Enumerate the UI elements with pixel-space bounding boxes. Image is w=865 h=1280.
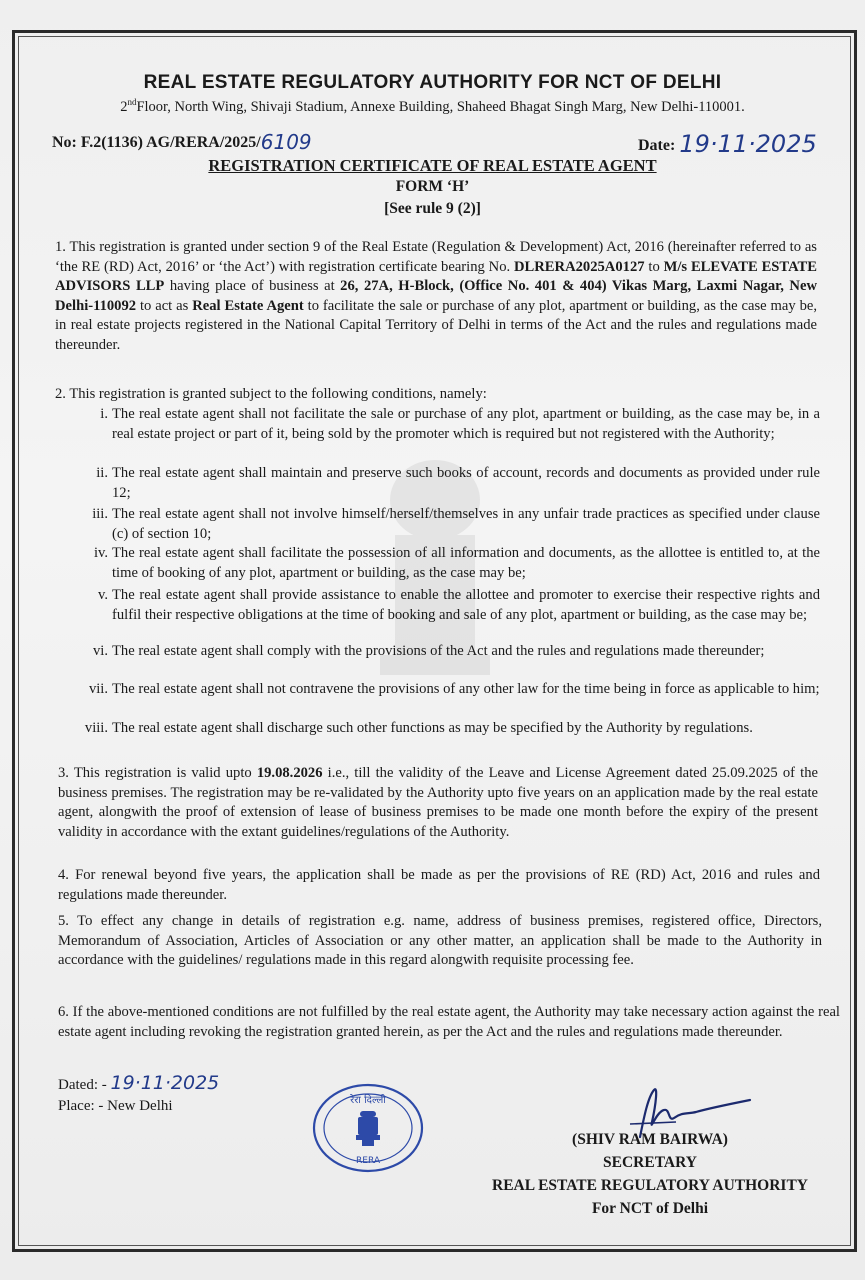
paragraph-5: 5. To effect any change in details of registration e.g. name, address of business premises, registered office, Directors, Memorandum of Association, Articles of Association or any other matter, an application shall be made to the Authority in accordance with the guidelines/ regulations made in this regard alongwith requisite processing fee.	[58, 913, 822, 968]
paragraph-1: 1. This registration is granted under section 9 of the Real Estate (Regulation & Development) Act, 2016 (hereinafter referred to as ‘the RE (RD) Act, 2016’ or ‘the Act’) with registration certificate bearing No. DLRERA2025A0127 to M/s ELEVATE ESTATE ADVISORS LLP having place of business at 26, 27A, H-Block, (Office No. 401 & 404) Vikas Marg, Laxmi Nagar, New Delhi-110092 to act as Real Estate Agent to facilitate the sale or purchase of any plot, apartment or building, as the case may be, in real estate projects registered in the National Capital Territory of Delhi in terms of the Act and the rules and regulations made thereunder.	[55, 239, 817, 353]
rera-seal	[312, 1083, 424, 1173]
signatory-name: (SHIV RAM BAIRWA)	[572, 1131, 728, 1148]
paragraph-6: 6. If the above-mentioned conditions are not fulfilled by the real estate agent, the Authority may take necessary action against the real estate agent including revoking the registration granted herein, as per the Act and the rules and regulations made thereunder.	[58, 1004, 840, 1040]
dated-line: Dated: - 19·11·2025	[58, 1072, 220, 1094]
signatory-block	[440, 1128, 860, 1220]
authority-address: 2ndFloor, North Wing, Shivaji Stadium, Annexe Building, Shaheed Bhagat Singh Marg, New Delhi-110001.	[120, 97, 745, 115]
handwritten-ref-number: 6109	[260, 130, 312, 154]
certificate-title: REGISTRATION CERTIFICATE OF REAL ESTATE AGENT	[208, 156, 657, 175]
signatory-designation: SECRETARY	[603, 1154, 697, 1171]
issue-date: Date: 19·11·2025	[638, 130, 817, 158]
lion-emblem-icon	[356, 1111, 380, 1146]
handwritten-dated: 19·11·2025	[110, 1072, 220, 1094]
signatory-jurisdiction: For NCT of Delhi	[591, 1200, 709, 1217]
dated-place-block	[58, 1073, 219, 1117]
seal-top-text: रेरा दिल्ली	[350, 1095, 386, 1106]
condition-iv: iv. The real estate agent shall facilitate the possession of all information and documents, as the allottee is entitled to, at the time of booking of any plot, apartment or building, as the case may be;	[93, 545, 820, 581]
condition-i: i. The real estate agent shall not facilitate the sale or purchase of any plot, apartment or building, as the case may be, in a real estate project or part of it, being sold by the promoter which is required but not registered with the Authority;	[100, 406, 820, 442]
rule-reference: [See rule 9 (2)]	[384, 200, 481, 217]
condition-ii: ii. The real estate agent shall maintain and preserve such books of account, records and documents as provided under rule 12;	[96, 465, 820, 501]
authority-heading: REAL ESTATE REGULATORY AUTHORITY FOR NCT OF DELHI	[143, 72, 722, 93]
paragraph-3: 3. This registration is valid upto 19.08.2026 i.e., till the validity of the Leave and License Agreement dated 25.09.2025 of the business premises. The registration may be re-validated by the Authority upto five years on an application made by the real estate agent, alongwith the proof of extension of lease of business premises to be made one month before the expiry of the present validity in accordance with the extant guidelines/regulations of the Authority.	[58, 765, 818, 840]
condition-iii: iii. The real estate agent shall not involve himself/herself/themselves in any unfair trade practices as specified under clause (c) of section 10;	[92, 506, 820, 542]
condition-vi: vi. The real estate agent shall comply with the provisions of the Act and the rules and regulations made thereunder;	[93, 643, 765, 659]
condition-v: v. The real estate agent shall provide assistance to enable the allottee and promoter to exercise their respective rights and fulfil their respective obligations at the time of booking and sale of any plot, apartment or building, as the case may be;	[98, 587, 820, 623]
condition-vii: vii. The real estate agent shall not contravene the provisions of any other law for the time being in force as applicable to him;	[88, 681, 820, 697]
reference-number: No: F.2(1136) AG/RERA/2025/6109	[52, 130, 312, 154]
signatory-org: REAL ESTATE REGULATORY AUTHORITY	[492, 1177, 808, 1194]
paragraph-2-intro: 2. This registration is granted subject to the following conditions, namely:	[55, 386, 487, 402]
seal-bottom-text: RERA	[356, 1156, 380, 1166]
handwritten-date: 19·11·2025	[679, 130, 817, 158]
condition-viii: viii. The real estate agent shall discharge such other functions as may be specified by the Authority by regulations.	[84, 720, 753, 736]
paragraph-4: 4. For renewal beyond five years, the application shall be made as per the provisions of RE (RD) Act, 2016 and rules and regulations made thereunder.	[58, 867, 820, 903]
form-label: FORM ‘H’	[395, 178, 470, 195]
place-line: Place: - New Delhi	[58, 1098, 173, 1114]
